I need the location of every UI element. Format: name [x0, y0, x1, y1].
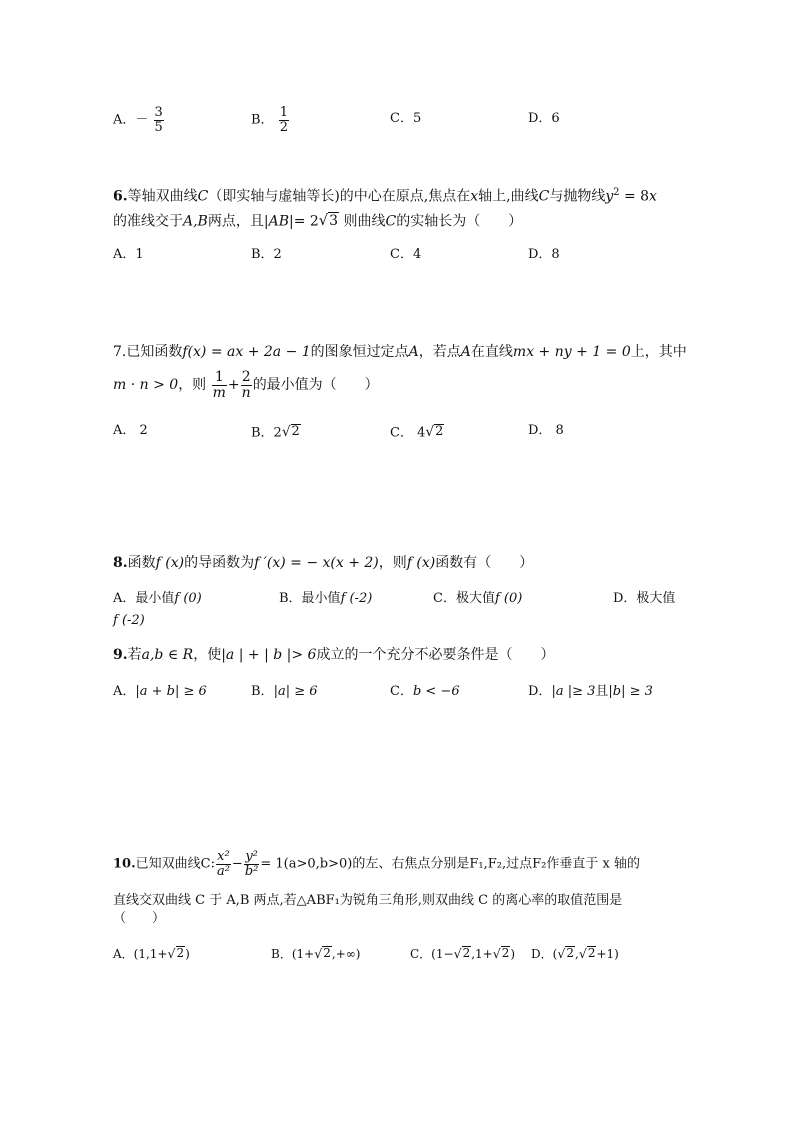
radicand: 2: [587, 946, 596, 960]
text: 上，其中: [630, 344, 687, 360]
q6-option-a[interactable]: A．1: [113, 247, 144, 262]
q9-option-a[interactable]: [113, 685, 207, 698]
text: ,1+: [471, 947, 493, 962]
radicand: 2: [501, 946, 510, 960]
q7-option-a[interactable]: A． 2: [113, 423, 148, 438]
q8-option-d[interactable]: D．极大值: [613, 591, 676, 606]
q10-stem-line1: [113, 850, 640, 878]
numerator: 2: [241, 369, 251, 385]
math-var: C: [538, 188, 550, 205]
text: 成立的一个充分不必要条件是（ ）: [316, 647, 555, 663]
radicand: 2: [566, 946, 574, 960]
denominator: 2: [279, 119, 288, 135]
math-var: A: [460, 344, 471, 360]
option-label: A．(1,1+: [113, 947, 168, 962]
radicand: 2: [323, 946, 331, 960]
q7-option-d[interactable]: D． 8: [528, 423, 564, 438]
math-expr: |a| ≥ 6: [273, 684, 318, 699]
text: 函数: [127, 555, 156, 571]
q9-stem: [113, 648, 554, 662]
radicand: 2: [291, 424, 300, 439]
q10-stem-line3: （ ）: [113, 911, 166, 926]
fraction: [244, 850, 260, 878]
q9-option-b[interactable]: [251, 685, 318, 698]
sqrt: √ 2: [281, 424, 300, 441]
q5-option-d[interactable]: D．6: [528, 111, 560, 126]
math-expr: ∈: [163, 647, 183, 663]
text: 的导函数为: [184, 555, 255, 571]
math-expr: |b| ≥ 3: [608, 684, 653, 699]
sqrt: √ 2: [492, 946, 510, 962]
text: ): [510, 947, 516, 962]
question-number: 7.: [113, 344, 127, 360]
math-var: a,b: [141, 647, 164, 663]
q5-option-c[interactable]: C．5: [390, 111, 422, 126]
numerator: 3: [154, 105, 163, 120]
fraction: [279, 106, 289, 134]
q8-option-b[interactable]: [279, 592, 372, 605]
option-label: C． 4: [390, 425, 426, 441]
text: ，使: [193, 647, 222, 663]
math-expr: mx + ny + 1 = 0: [512, 344, 631, 360]
q6-option-b[interactable]: B．2: [251, 247, 282, 262]
option-label: B．(1+: [271, 947, 315, 962]
math-expr: f (-2): [340, 591, 373, 606]
text: 已知双曲线C:: [135, 856, 215, 872]
text: 轴上,曲线: [478, 188, 539, 205]
option-label: B．: [251, 112, 274, 128]
denominator: n: [241, 384, 251, 401]
q10-option-b[interactable]: [271, 946, 360, 961]
q10-option-c[interactable]: [410, 946, 515, 961]
math-expr: f (0): [174, 591, 202, 606]
text: 函数有（ ）: [435, 555, 534, 571]
plus-sign: +: [227, 377, 240, 394]
option-label: A．最小值: [113, 591, 175, 606]
math-expr: f (x): [155, 555, 185, 571]
text: 在直线: [470, 344, 513, 360]
math-expr: |a + b| ≥ 6: [135, 684, 207, 699]
text: 的准线交于: [113, 213, 183, 230]
sqrt: √ 2: [578, 946, 596, 962]
radicand: 2: [435, 424, 444, 439]
math-expr: b < −6: [412, 684, 460, 699]
math-expr: f (0): [494, 591, 523, 606]
q9-option-d[interactable]: [528, 685, 653, 698]
minus-sign: －: [135, 112, 149, 128]
q6-option-c[interactable]: C．4: [390, 247, 422, 262]
sqrt: √ 2: [425, 424, 444, 441]
numerator: 1: [279, 105, 288, 120]
fraction: [216, 850, 231, 878]
q9-option-c[interactable]: [390, 685, 460, 698]
text: 若: [127, 647, 142, 663]
q10-stem-line2: 直线交双曲线 C 于 A,B 两点,若△ABF₁为锐角三角形,则双曲线 C 的离心率的取值范围是: [113, 893, 623, 908]
math-expr: = 8: [619, 188, 650, 205]
math-expr: f (x): [406, 555, 436, 571]
q8-stem: [113, 556, 533, 570]
q8-option-c[interactable]: [433, 592, 522, 605]
denominator: b²: [244, 863, 259, 879]
text: 作垂直于 x 轴的: [546, 856, 640, 872]
math-var: A,B: [183, 213, 208, 230]
fraction: [212, 370, 227, 400]
text: ,+∞): [331, 947, 361, 962]
math-expr: m · n > 0: [113, 377, 179, 394]
q7-stem-line2: [113, 370, 379, 400]
text: 两点，且|: [207, 213, 269, 230]
math-var: C: [197, 188, 209, 205]
question-number: 6.: [113, 188, 128, 205]
math-expr: |= 2: [288, 213, 319, 230]
q8-option-a[interactable]: [113, 592, 202, 605]
sqrt: √ 3: [318, 212, 339, 230]
exponent: 2: [613, 187, 620, 198]
q5-option-b[interactable]: [251, 106, 290, 134]
text: 的图象恒过定点: [310, 344, 409, 360]
radicand: 2: [176, 946, 185, 960]
text: 的实轴长为（ ）: [396, 213, 523, 230]
text: 等轴双曲线: [127, 188, 198, 205]
text: （即实轴与虚轴等长)的中心在原点,焦点在: [208, 188, 471, 205]
text: 与抛物线: [549, 188, 606, 205]
option-label: D．(: [531, 947, 558, 962]
radicand: 2: [462, 946, 471, 960]
math-var: x: [470, 188, 479, 205]
text: ): [185, 947, 190, 962]
sqrt: √ 2: [314, 946, 331, 962]
math-expr: (x) = ax + 2a − 1: [187, 344, 311, 360]
text: ,过点: [501, 856, 533, 872]
question-number: 9.: [113, 647, 128, 663]
math-var: A: [408, 344, 419, 360]
text: 已知函数: [126, 344, 183, 360]
option-label: C．: [390, 684, 413, 699]
q6-option-d[interactable]: D．8: [528, 247, 560, 262]
math-expr: = 1: [260, 856, 284, 872]
text: 则曲线: [339, 213, 386, 230]
q6-stem-line1: [113, 188, 657, 204]
math-expr: f ′(x) = − x(x + 2): [254, 555, 379, 571]
fraction: [241, 370, 252, 400]
text: +1): [596, 947, 619, 962]
option-label: C．(1−: [410, 947, 454, 962]
math-var: x: [649, 188, 657, 205]
radicand: 3: [329, 213, 339, 229]
text: 且: [595, 684, 609, 699]
math-var: f: [182, 344, 188, 360]
question-number: 8.: [113, 555, 128, 571]
math-expr: F₂: [532, 856, 547, 872]
text: 的最小值为（ ）: [252, 377, 379, 394]
math-var: AB: [268, 213, 289, 230]
math-var: C: [385, 213, 397, 230]
math-expr: F₁,F₂: [469, 856, 502, 872]
text: ，若点: [418, 344, 461, 360]
sqrt: √ 2: [557, 946, 574, 962]
text: (a>0,b>0)的左、右焦点分别是: [283, 856, 470, 872]
fraction: [154, 106, 164, 134]
minus-sign: −: [231, 856, 243, 872]
option-label: D．: [528, 684, 552, 699]
q8-option-d-value: f (-2): [113, 613, 145, 628]
math-expr: |a | + | b |> 6: [221, 647, 317, 663]
numerator: x²: [217, 849, 230, 864]
q6-stem-line2: [113, 212, 522, 229]
option-label: B．最小值: [279, 591, 341, 606]
math-var: y: [605, 188, 614, 205]
denominator: a²: [216, 863, 230, 879]
denominator: 5: [154, 119, 163, 135]
option-label: B．2: [251, 425, 282, 441]
denominator: m: [212, 384, 226, 401]
option-label: A．: [113, 684, 136, 699]
option-label: C．极大值: [433, 591, 495, 606]
math-expr: |a |≥ 3: [551, 684, 596, 699]
q10-option-a[interactable]: [113, 946, 190, 961]
question-number: 10.: [113, 856, 136, 872]
q7-option-b[interactable]: [251, 424, 301, 440]
numerator: 1: [212, 370, 227, 386]
text: ，则: [378, 555, 407, 571]
q10-option-d[interactable]: [531, 946, 619, 961]
q7-stem-line1: [113, 345, 687, 359]
q5-option-a[interactable]: [113, 106, 165, 134]
sqrt: √ 2: [453, 946, 471, 962]
text: ，则: [178, 377, 207, 394]
option-label: A．: [113, 112, 136, 128]
option-label: B．: [251, 684, 274, 699]
q7-option-c[interactable]: [390, 424, 444, 440]
math-var: R: [182, 647, 194, 663]
text: ,: [574, 947, 579, 962]
sqrt: √ 2: [167, 946, 185, 962]
numerator: y²: [245, 849, 258, 864]
